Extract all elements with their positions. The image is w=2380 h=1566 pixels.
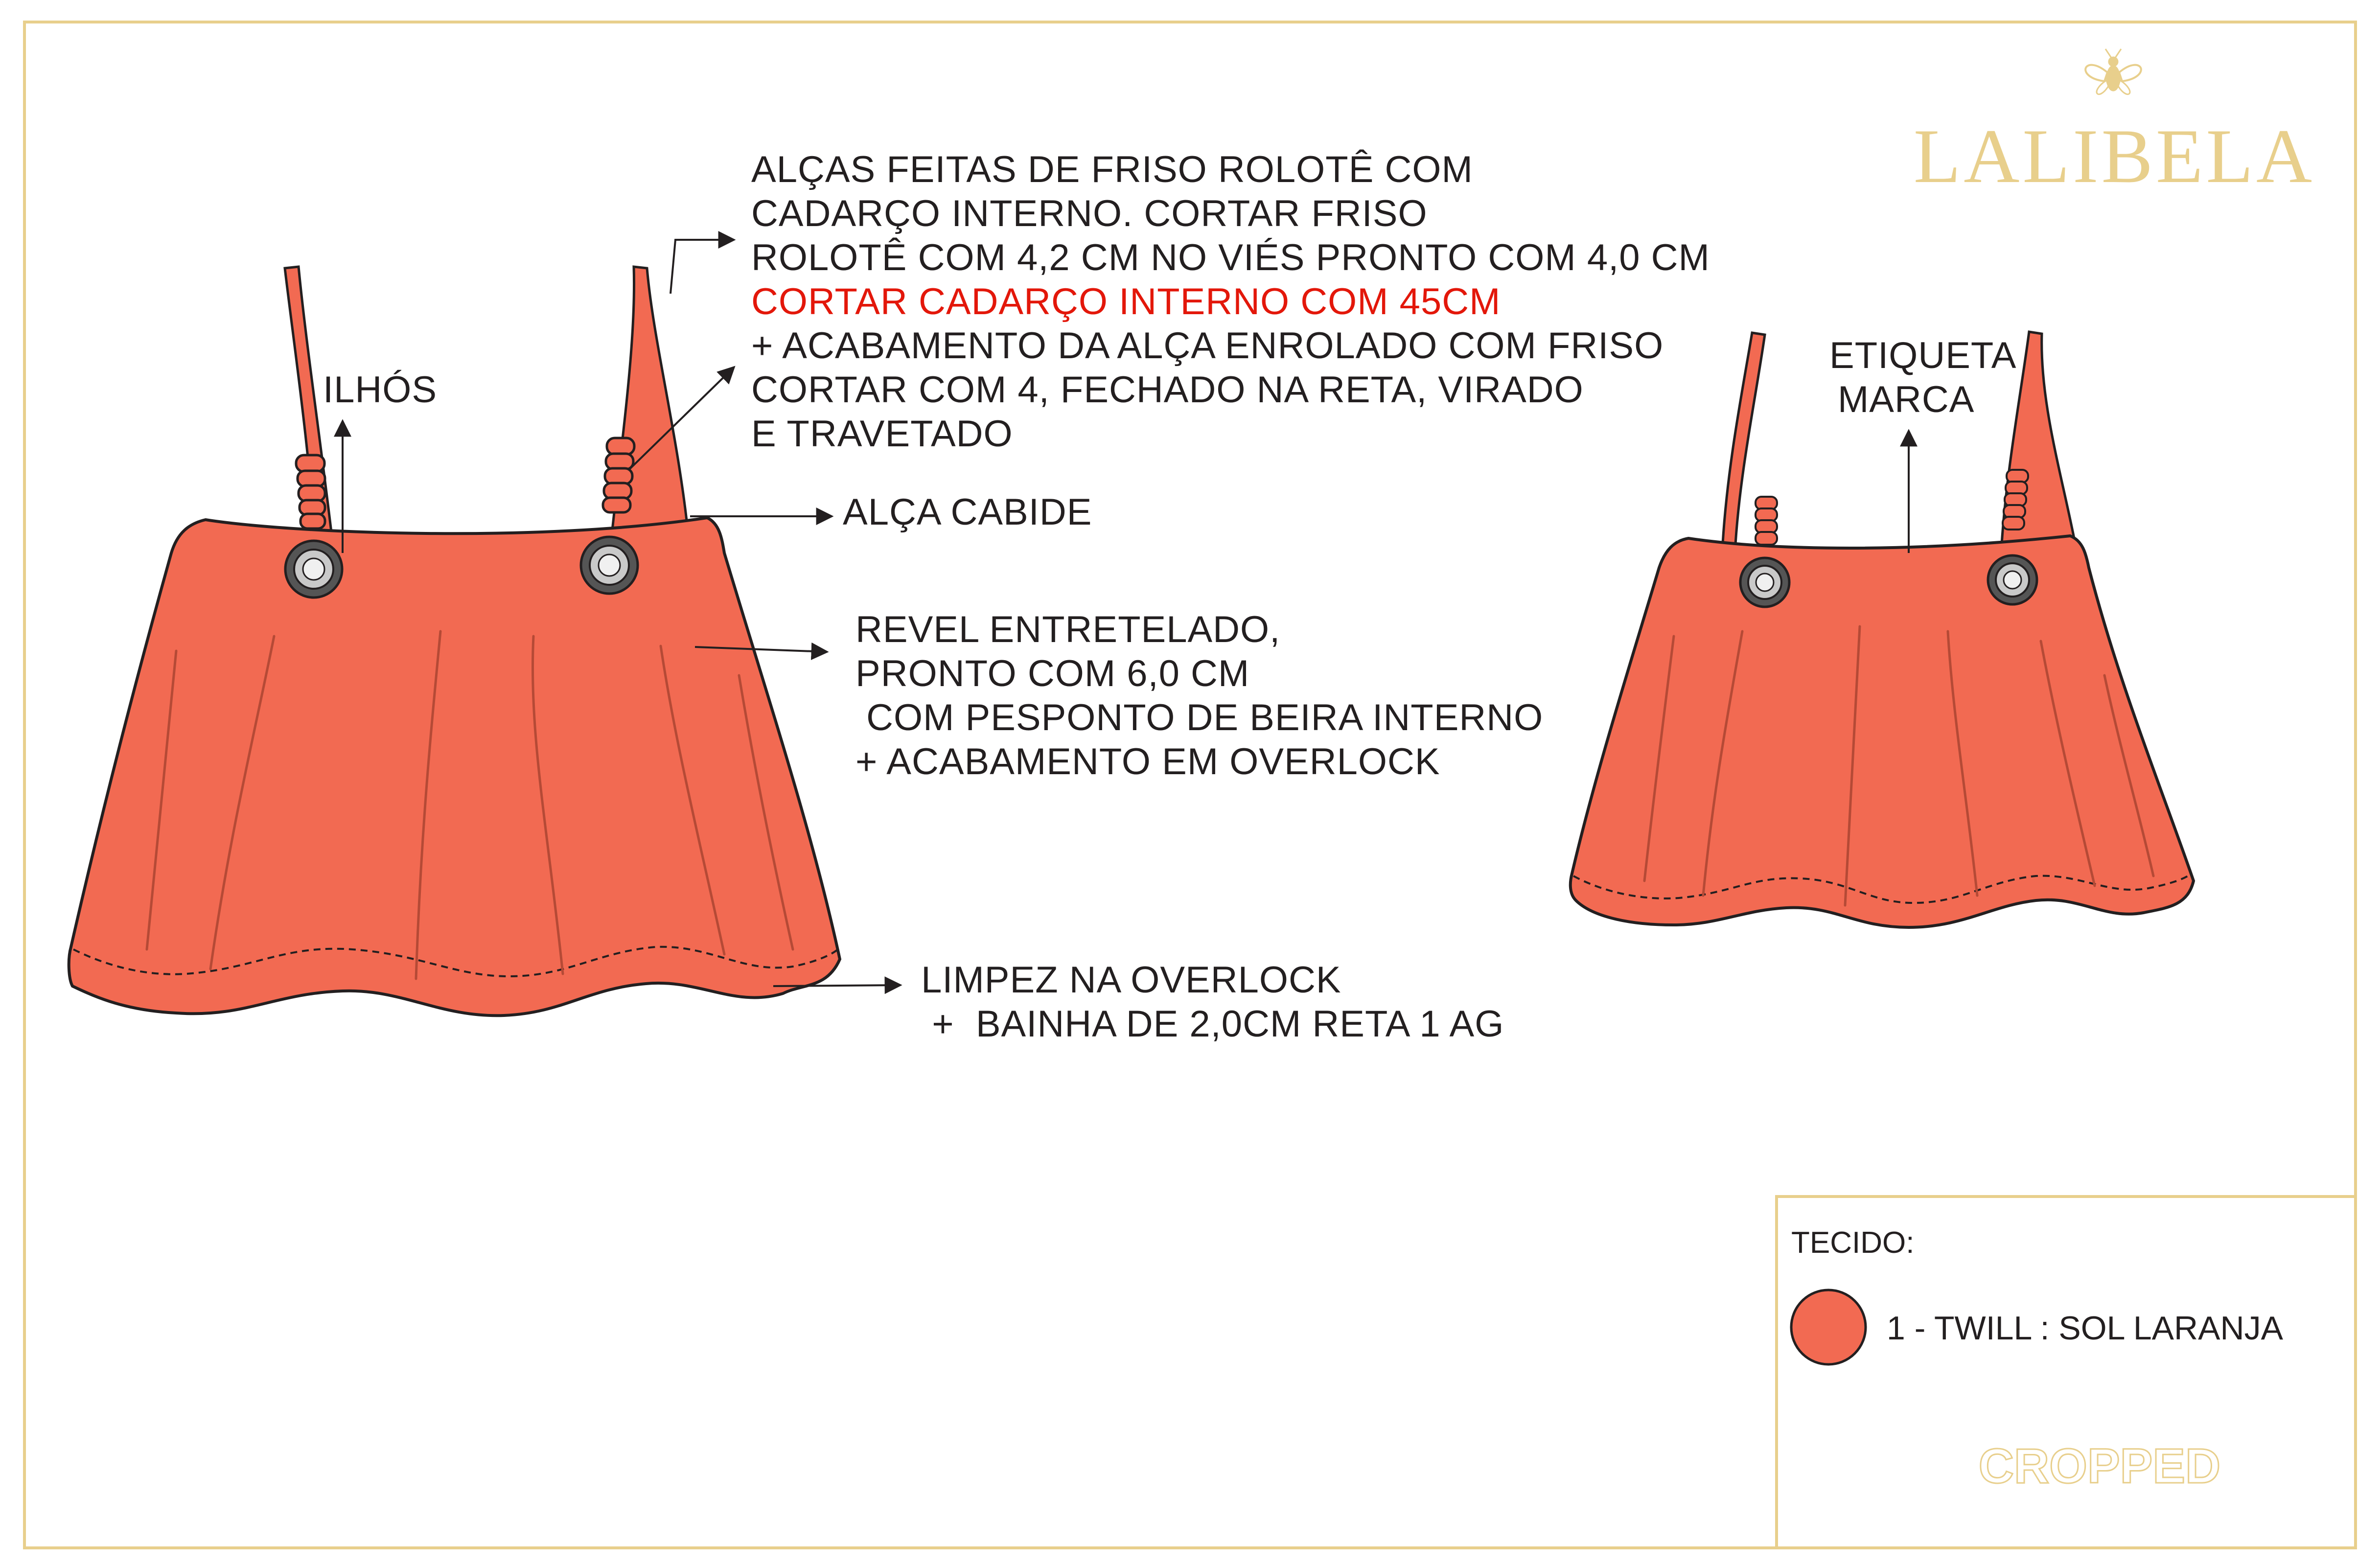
back-eyelet-left xyxy=(1740,558,1789,607)
front-body xyxy=(69,518,840,1015)
strap-knot-left xyxy=(296,455,325,529)
note-limpez xyxy=(910,959,1504,1045)
back-strap-knot-left xyxy=(1756,497,1777,545)
note-revel-line-4: + ACABAMENTO EM OVERLOCK xyxy=(855,741,1440,783)
note-alcas-line-7: E TRAVETADO xyxy=(751,413,1013,455)
note-etiqueta-line-2: MARCA xyxy=(1838,379,1975,420)
arrow-alcas xyxy=(670,240,734,294)
fabric-info-box xyxy=(1777,1197,2356,1548)
note-alcas-line-6: CORTAR COM 4, FECHADO NA RETA, VIRADO xyxy=(751,369,1584,411)
brand-logo xyxy=(1914,49,2315,199)
note-etiqueta-line-1: ETIQUETA xyxy=(1829,335,2017,376)
note-alcas-line-2: CADARÇO INTERNO. CORTAR FRISO xyxy=(751,193,1428,234)
note-alcas-line-3: ROLOTÊ COM 4,2 CM NO VIÉS PRONTO COM 4,0 CM xyxy=(751,237,1710,278)
eyelet-left xyxy=(285,541,342,598)
note-revel-line-1: REVEL ENTRETELADO, xyxy=(855,609,1281,650)
brand-name: LALIBELA xyxy=(1913,114,2315,199)
info-box-title: TECIDO: xyxy=(1791,1226,1915,1260)
note-etiqueta xyxy=(1829,335,2016,420)
note-revel-line-3: COM PESPONTO DE BEIRA INTERNO xyxy=(855,697,1544,738)
note-alcas-line-4-highlight: CORTAR CADARÇO INTERNO COM 45CM xyxy=(751,281,1501,322)
note-alcas xyxy=(751,149,1710,455)
back-body xyxy=(1571,536,2194,927)
fabric-swatch xyxy=(1791,1290,1866,1364)
eyelet-right xyxy=(581,537,638,594)
back-strap-knot-right xyxy=(2003,470,2028,530)
strap-knot-right xyxy=(603,438,634,512)
garment-front xyxy=(69,267,840,1015)
note-limpez-line-1: LIMPEZ NA OVERLOCK xyxy=(910,959,1341,1001)
note-ilhos: ILHÓS xyxy=(323,369,438,411)
arrow-limpez xyxy=(773,985,901,986)
note-alcas-line-1: ALÇAS FEITAS DE FRISO ROLOTÊ COM xyxy=(751,149,1473,190)
garment-back xyxy=(1571,332,2194,927)
bee-icon xyxy=(2085,49,2141,94)
fabric-label: 1 - TWILL : SOL LARANJA xyxy=(1887,1310,2283,1347)
note-limpez-line-2: + BAINHA DE 2,0CM RETA 1 AG xyxy=(910,1003,1504,1045)
back-eyelet-right xyxy=(1988,555,2037,604)
note-alcas-line-5: + ACABAMENTO DA ALÇA ENROLADO COM FRISO xyxy=(751,325,1664,367)
note-revel xyxy=(855,609,1543,783)
note-revel-line-2: PRONTO COM 6,0 CM xyxy=(855,653,1250,694)
note-alca-cabide: ALÇA CABIDE xyxy=(843,491,1092,533)
style-name: CROPPED xyxy=(1978,1439,2221,1494)
